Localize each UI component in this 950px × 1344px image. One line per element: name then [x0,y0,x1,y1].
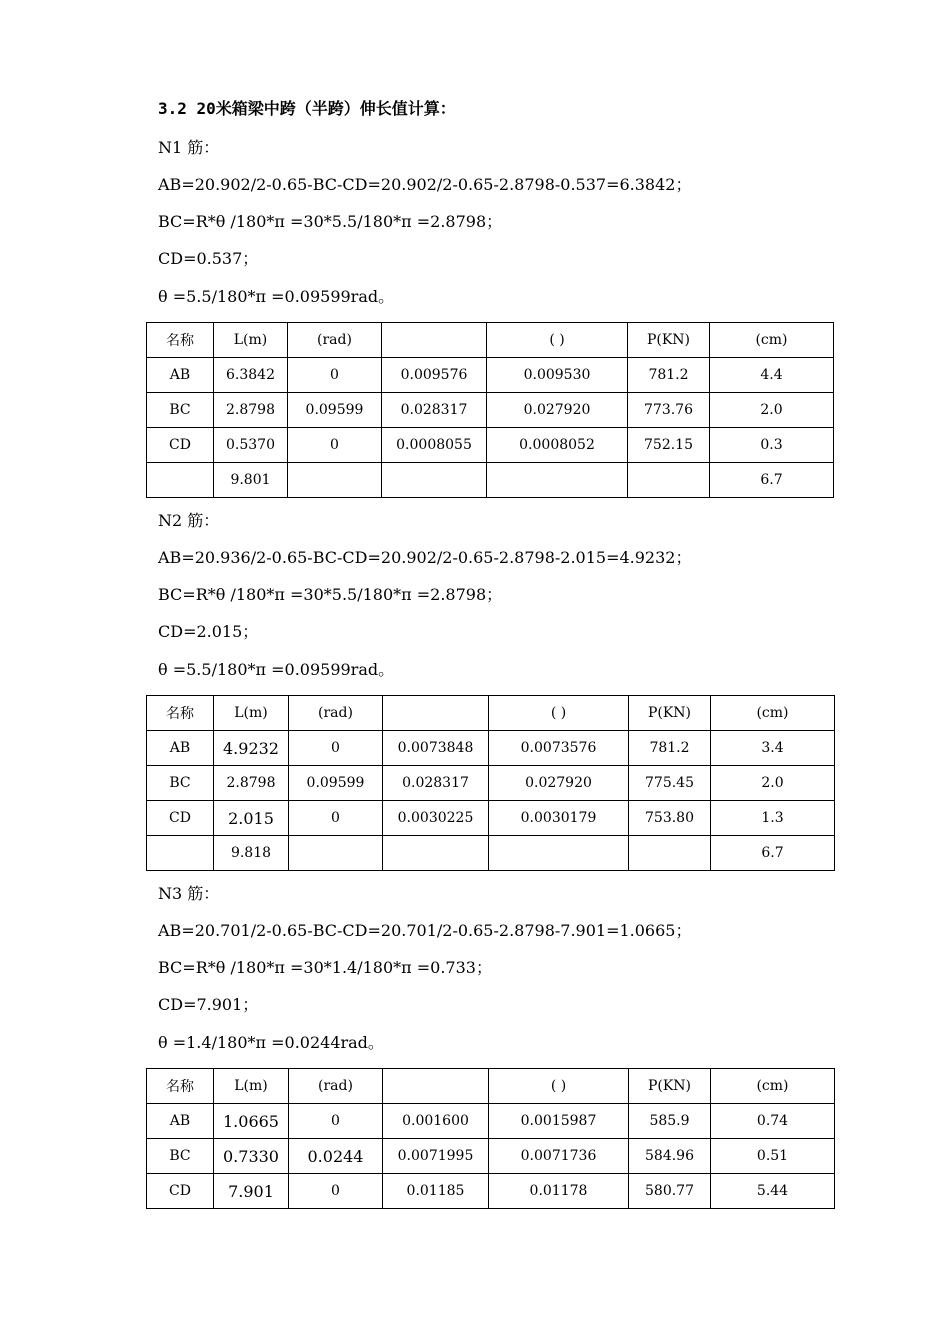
table-cell: 0.001600 [383,1104,489,1139]
table-cell: AB [147,1104,214,1139]
table-cell: 0.028317 [383,766,489,801]
table-cell: 0.09599 [288,393,382,428]
header-cell: P(KN) [629,1069,711,1104]
header-cell: 名称 [147,323,214,358]
n1-formula-theta: θ =5.5/180*π =0.09599rad。 [158,287,395,306]
table-cell: 2.8798 [214,766,289,801]
table-header-row [147,323,834,358]
table-cell: 0.028317 [382,393,487,428]
table-cell: BC [147,766,214,801]
n1-formula-ab: AB=20.902/2-0.65-BC-CD=20.902/2-0.65-2.8798-0.537=6.3842； [158,175,692,194]
header-cell: ( ) [487,323,628,358]
table-cell: 1.3 [711,801,835,836]
n3-formula-bc: BC=R*θ /180*π =30*1.4/180*π =0.733； [158,958,492,977]
header-cell: (rad) [288,323,382,358]
table-cell [147,836,214,871]
table-cell: 585.9 [629,1104,711,1139]
table-cell: 0.0071736 [489,1139,629,1174]
table-cell: 0.51 [711,1139,835,1174]
table-cell: 0.0030225 [383,801,489,836]
table-cell: 753.80 [629,801,711,836]
n2-title: N2 筋： [158,511,220,530]
table-cell: 0.09599 [289,766,383,801]
table-cell: 773.76 [628,393,710,428]
header-cell: ( ) [489,696,629,731]
table-cell: BC [147,1139,214,1174]
table-cell: 2.015 [214,801,289,836]
header-cell: P(KN) [628,323,710,358]
header-cell: L(m) [214,323,288,358]
table-cell: 0 [288,358,382,393]
table-cell: 0.0008055 [382,428,487,463]
table-cell: 580.77 [629,1174,711,1209]
table-cell: 2.0 [711,766,835,801]
table-cell: AB [147,731,214,766]
header-cell: (cm) [711,696,835,731]
header-cell: L(m) [214,696,289,731]
table-cell: 0.0244 [289,1139,383,1174]
table-row [147,428,834,463]
table-total-row [147,836,835,871]
header-cell: L(m) [214,1069,289,1104]
table-cell: 0.3 [710,428,834,463]
table-cell: 0.009576 [382,358,487,393]
table-cell: 2.8798 [214,393,288,428]
n3-elongation-table [146,1068,835,1209]
table-cell: 7.901 [214,1174,289,1209]
n3-formula-cd: CD=7.901； [158,995,259,1014]
table-cell: 6.3842 [214,358,288,393]
header-cell: 名称 [147,1069,214,1104]
table-cell: 0.0073848 [383,731,489,766]
table-cell: 0.01178 [489,1174,629,1209]
table-row [147,801,835,836]
table-cell: 0.0030179 [489,801,629,836]
table-cell: 0.027920 [489,766,629,801]
header-cell: 名称 [147,696,214,731]
table-header-row [147,696,835,731]
table-cell: 6.7 [710,463,834,498]
table-row [147,1174,835,1209]
table-total-row [147,463,834,498]
n1-formula-cd: CD=0.537； [158,249,259,268]
table-cell: 6.7 [711,836,835,871]
table-cell: 0.0073576 [489,731,629,766]
table-cell: CD [147,801,214,836]
header-cell [382,323,487,358]
table-row [147,766,835,801]
table-cell [487,463,628,498]
table-cell: 0 [289,1104,383,1139]
table-cell: 752.15 [628,428,710,463]
n3-formula-ab: AB=20.701/2-0.65-BC-CD=20.701/2-0.65-2.8798-7.901=1.0665； [158,921,692,940]
table-cell: 775.45 [629,766,711,801]
table-cell: CD [147,428,214,463]
table-cell: BC [147,393,214,428]
table-cell: 0.7330 [214,1139,289,1174]
table-cell: 0.027920 [487,393,628,428]
table-cell: 4.4 [710,358,834,393]
table-cell: 0.01185 [383,1174,489,1209]
table-cell [382,463,487,498]
table-row [147,731,835,766]
table-cell: 5.44 [711,1174,835,1209]
table-cell: 0.5370 [214,428,288,463]
n1-title: N1 筋： [158,138,220,157]
table-cell [288,463,382,498]
n2-formula-theta: θ =5.5/180*π =0.09599rad。 [158,660,395,679]
table-row [147,1104,835,1139]
table-cell: 0 [289,1174,383,1209]
table-cell: 0 [288,428,382,463]
n2-formula-ab: AB=20.936/2-0.65-BC-CD=20.902/2-0.65-2.8798-2.015=4.9232； [158,548,692,567]
table-cell: 0 [289,801,383,836]
header-cell [383,1069,489,1104]
table-cell: 781.2 [628,358,710,393]
table-row [147,1139,835,1174]
n3-formula-theta: θ =1.4/180*π =0.0244rad。 [158,1033,384,1052]
table-cell: 0.0071995 [383,1139,489,1174]
section-heading: 3.2 20米箱梁中跨（半跨）伸长值计算： [158,99,456,118]
n3-title: N3 筋： [158,884,220,903]
table-cell [147,463,214,498]
n2-formula-cd: CD=2.015； [158,622,259,641]
header-cell: (cm) [711,1069,835,1104]
header-cell: (rad) [289,1069,383,1104]
table-cell: 0 [289,731,383,766]
n2-formula-bc: BC=R*θ /180*π =30*5.5/180*π =2.8798； [158,585,503,604]
table-cell [628,463,710,498]
n1-elongation-table [146,322,834,498]
table-cell: 9.818 [214,836,289,871]
header-cell [383,696,489,731]
table-cell: 781.2 [629,731,711,766]
table-cell [383,836,489,871]
n1-formula-bc: BC=R*θ /180*π =30*5.5/180*π =2.8798； [158,212,503,231]
table-header-row [147,1069,835,1104]
table-cell [629,836,711,871]
table-cell: 0.74 [711,1104,835,1139]
table-row [147,393,834,428]
table-cell: 0.0008052 [487,428,628,463]
table-cell: 0.0015987 [489,1104,629,1139]
table-cell: AB [147,358,214,393]
header-cell: (cm) [710,323,834,358]
table-cell [489,836,629,871]
table-cell: CD [147,1174,214,1209]
n2-elongation-table [146,695,835,871]
table-cell: 3.4 [711,731,835,766]
table-cell: 4.9232 [214,731,289,766]
header-cell: ( ) [489,1069,629,1104]
table-cell: 1.0665 [214,1104,289,1139]
header-cell: P(KN) [629,696,711,731]
header-cell: (rad) [289,696,383,731]
table-cell: 2.0 [710,393,834,428]
table-cell [289,836,383,871]
table-cell: 584.96 [629,1139,711,1174]
table-cell: 0.009530 [487,358,628,393]
table-cell: 9.801 [214,463,288,498]
table-row [147,358,834,393]
